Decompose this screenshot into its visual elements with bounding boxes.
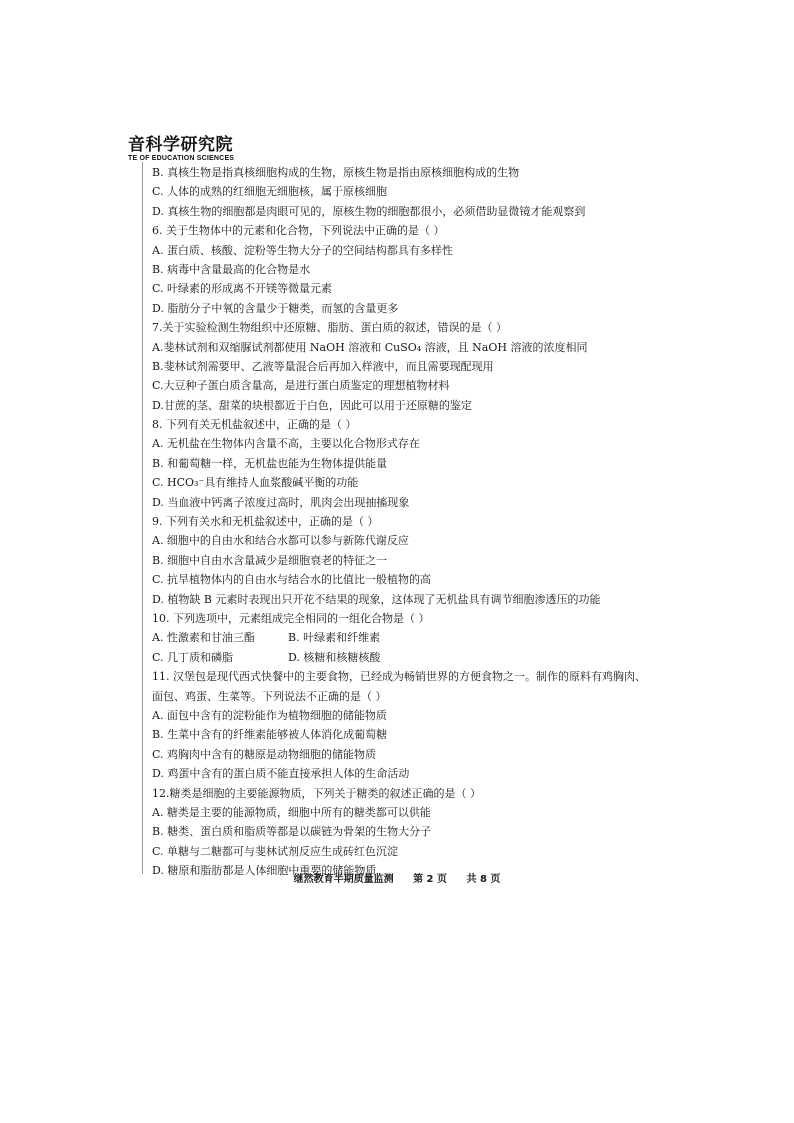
option-a: A. 性激素和甘油三酯	[152, 631, 255, 645]
question-9-stem: 9. 下列有关水和无机盐叙述中，正确的是（ ）	[152, 515, 379, 529]
text-line: A. 蛋白质、核酸、淀粉等生物大分子的空间结构都具有多样性	[152, 243, 453, 257]
text-line: B. 和葡萄糖一样，无机盐也能为生物体提供能量	[152, 456, 388, 470]
text-line: A. 面包中含有的淀粉能作为植物细胞的储能物质	[152, 708, 387, 722]
question-8-stem: 8. 下列有关无机盐叙述中，正确的是（ ）	[152, 418, 357, 432]
text-line: C. 叶绿素的形成离不开镁等微量元素	[152, 282, 333, 296]
text-line: A. 细胞中的自由水和结合水都可以参与新陈代谢反应	[152, 534, 409, 548]
text-line: D. 鸡蛋中含有的蛋白质不能直接承担人体的生命活动	[152, 767, 410, 781]
logo-subtext: TE OF EDUCATION SCIENCES	[128, 155, 235, 162]
page-footer	[0, 870, 794, 885]
text-line: A. 糖类是主要的能源物质，细胞中所有的糖类都可以供能	[152, 805, 431, 819]
text-line: D. 植物缺 B 元素时表现出只开花不结果的现象，这体现了无机盐具有调节细胞渗透压的功能	[152, 592, 601, 606]
text-line: C. 鸡胸肉中含有的糖原是动物细胞的储能物质	[152, 747, 377, 761]
page-total: 共 8 页	[466, 874, 501, 885]
text-line: C. HCO₃⁻具有维持人血浆酸碱平衡的功能	[152, 476, 359, 490]
footer-title: 继然教育半期质量监测	[293, 874, 394, 885]
text-line: C. 人体的成熟的红细胞无细胞核，属于原核细胞	[152, 185, 388, 199]
question-6-stem: 6. 关于生物体中的元素和化合物，下列说法中正确的是（ ）	[152, 224, 445, 238]
question-11-stem-cont: 面包、鸡蛋、生菜等。下列说法不正确的是（ ）	[152, 689, 387, 703]
question-10-stem: 10. 下列选项中，元素组成完全相同的一组化合物是（ ）	[152, 611, 430, 625]
text-line: A.斐林试剂和双缩脲试剂都使用 NaOH 溶液和 CuSO₄ 溶液，且 NaOH 溶液的浓度相同	[152, 340, 588, 354]
text-line: D. 糖原和脂肪都是人体细胞中重要的储能物质	[152, 864, 377, 878]
binding-margin-rule	[142, 162, 143, 874]
question-11-stem: 11. 汉堡包是现代西式快餐中的主要食物，已经成为畅销世界的方便食物之一。制作的原料有鸡胸肉、	[152, 670, 646, 684]
text-line: C. 抗旱植物体内的自由水与结合水的比值比一般植物的高	[152, 573, 432, 587]
option-row	[152, 628, 672, 647]
option-c: C. 几丁质和磷脂	[152, 650, 234, 664]
option-row	[152, 648, 672, 667]
question-text-block	[152, 163, 672, 880]
option-b: B. 叶绿素和纤维素	[288, 631, 381, 645]
text-line: D. 真核生物的细胞都是肉眼可见的，原核生物的细胞都很小，必须借助显微镜才能观察到	[152, 204, 586, 218]
text-line: B. 真核生物是指真核细胞构成的生物，原核生物是指由原核细胞构成的生物	[152, 166, 520, 179]
text-line: C.大豆种子蛋白质含量高，是进行蛋白质鉴定的理想植物材料	[152, 379, 450, 393]
option-d: D. 核糖和核糖核酸	[288, 650, 381, 664]
institute-logo	[128, 136, 234, 163]
text-line: B. 病毒中含量最高的化合物是水	[152, 262, 311, 276]
logo-text: 音科学研究院	[128, 135, 233, 155]
text-line: D.甘蔗的茎、甜菜的块根都近于白色，因此可以用于还原糖的鉴定	[152, 398, 472, 412]
text-line: A. 无机盐在生物体内含量不高，主要以化合物形式存在	[152, 437, 420, 451]
question-7-stem: 7.关于实验检测生物组织中还原糖、脂肪、蛋白质的叙述，错误的是（ ）	[152, 321, 507, 335]
question-12-stem: 12.糖类是细胞的主要能源物质，下列关于糖类的叙述正确的是（ ）	[152, 786, 481, 800]
text-line: B.斐林试剂需要甲、乙液等量混合后再加入样液中，而且需要现配现用	[152, 359, 494, 373]
text-line: B. 糖类、蛋白质和脂质等都是以碳链为骨架的生物大分子	[152, 825, 432, 839]
text-line: B. 生菜中含有的纤维素能够被人体消化成葡萄糖	[152, 728, 388, 742]
page-number: 第 2 页	[413, 874, 447, 885]
text-line: D. 脂肪分子中氧的含量少于糖类，而氢的含量更多	[152, 301, 399, 315]
text-line: C. 单糖与二糖都可与斐林试剂反应生成砖红色沉淀	[152, 844, 399, 858]
text-line: B. 细胞中自由水含量减少是细胞衰老的特征之一	[152, 553, 388, 567]
text-line: D. 当血液中钙离子浓度过高时，肌肉会出现抽搐现象	[152, 495, 410, 509]
